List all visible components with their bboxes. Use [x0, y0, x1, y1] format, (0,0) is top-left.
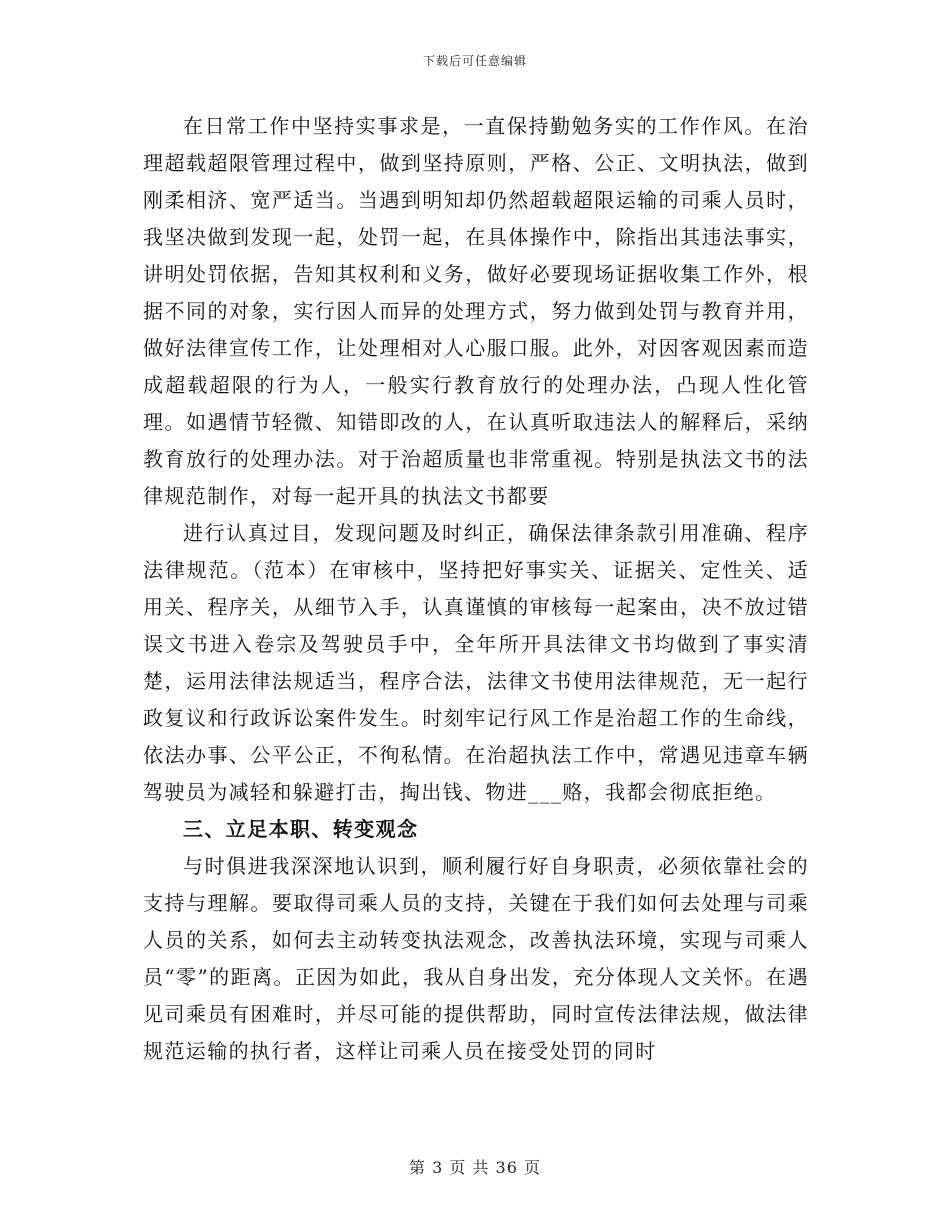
paragraph-change-concept: 与时俱进我深深地认识到，顺利履行好自身职责，必须依靠社会的支持与理解。要取得司乘人员的支持，关键在于我们如何去处理与司乘人员的关系，如何去主动转变执法观念，改善执法环境，实现与司乘人员“零”的距离。正因为如此，我从自身出发，充分体现人文关怀。在遇见司乘员有困难时，并尽可能的提供帮助，同时宣传法律法规，做法律规范运输的执行者，这样让司乘人员在接受处罚的同时 — [143, 854, 809, 1063]
paragraph-work-style: 在日常工作中坚持实事求是，一直保持勤勉务实的工作作风。在治理超载超限管理过程中，做到坚持原则，严格、公正、文明执法，做到刚柔相济、宽严适当。当遇到明知却仍然超载超限运输的司乘人员时，我坚决做到发现一起，处罚一起，在具体操作中，除指出其违法事实，讲明处罚依据，告知其权利和义务，做好必要现场证据收集工作外，根据不同的对象，实行因人而异的处理方式，努力做到处罚与教育并用，做好法律宣传工作，让处理相对人心服口服。此外，对因客观因素而造成超载超限的行为人，一般实行教育放行的处理办法，凸现人性化管理。如遇情节轻微、知错即改的人，在认真听取违法人的解释后，采纳教育放行的处理办法。对于治超质量也非常重视。特别是执法文书的法律规范制作，对每一起开具的执法文书都要 — [143, 114, 809, 508]
page-number: 第 3 页 共 36 页 — [409, 1158, 541, 1177]
paragraph-document-review: 进行认真过目，发现问题及时纠正，确保法律条款引用准确、程序法律规范。（范本）在审核中，坚持把好事实关、证据关、定性关、适用关、程序关，从细节入手，认真谨慎的审核每一起案由，决不放过错误文书进入卷宗及驾驶员手中，全年所开具法律文书均做到了事实清楚，运用法律法规适当，程序合法，法律文书使用法律规范，无一起行政复议和行政诉讼案件发生。时刻牢记行风工作是治超工作的生命线，依法办事、公平公正，不徇私情。在治超执法工作中，常遇见违章车辆驾驶员为减轻和躲避打击，掏出钱、物进___赂，我都会彻底拒绝。 — [143, 521, 809, 804]
document-body — [143, 108, 809, 1070]
page-header-note: 下载后可任意编辑 — [422, 54, 527, 68]
section-heading-3: 三、立足本职、转变观念 — [183, 817, 419, 841]
